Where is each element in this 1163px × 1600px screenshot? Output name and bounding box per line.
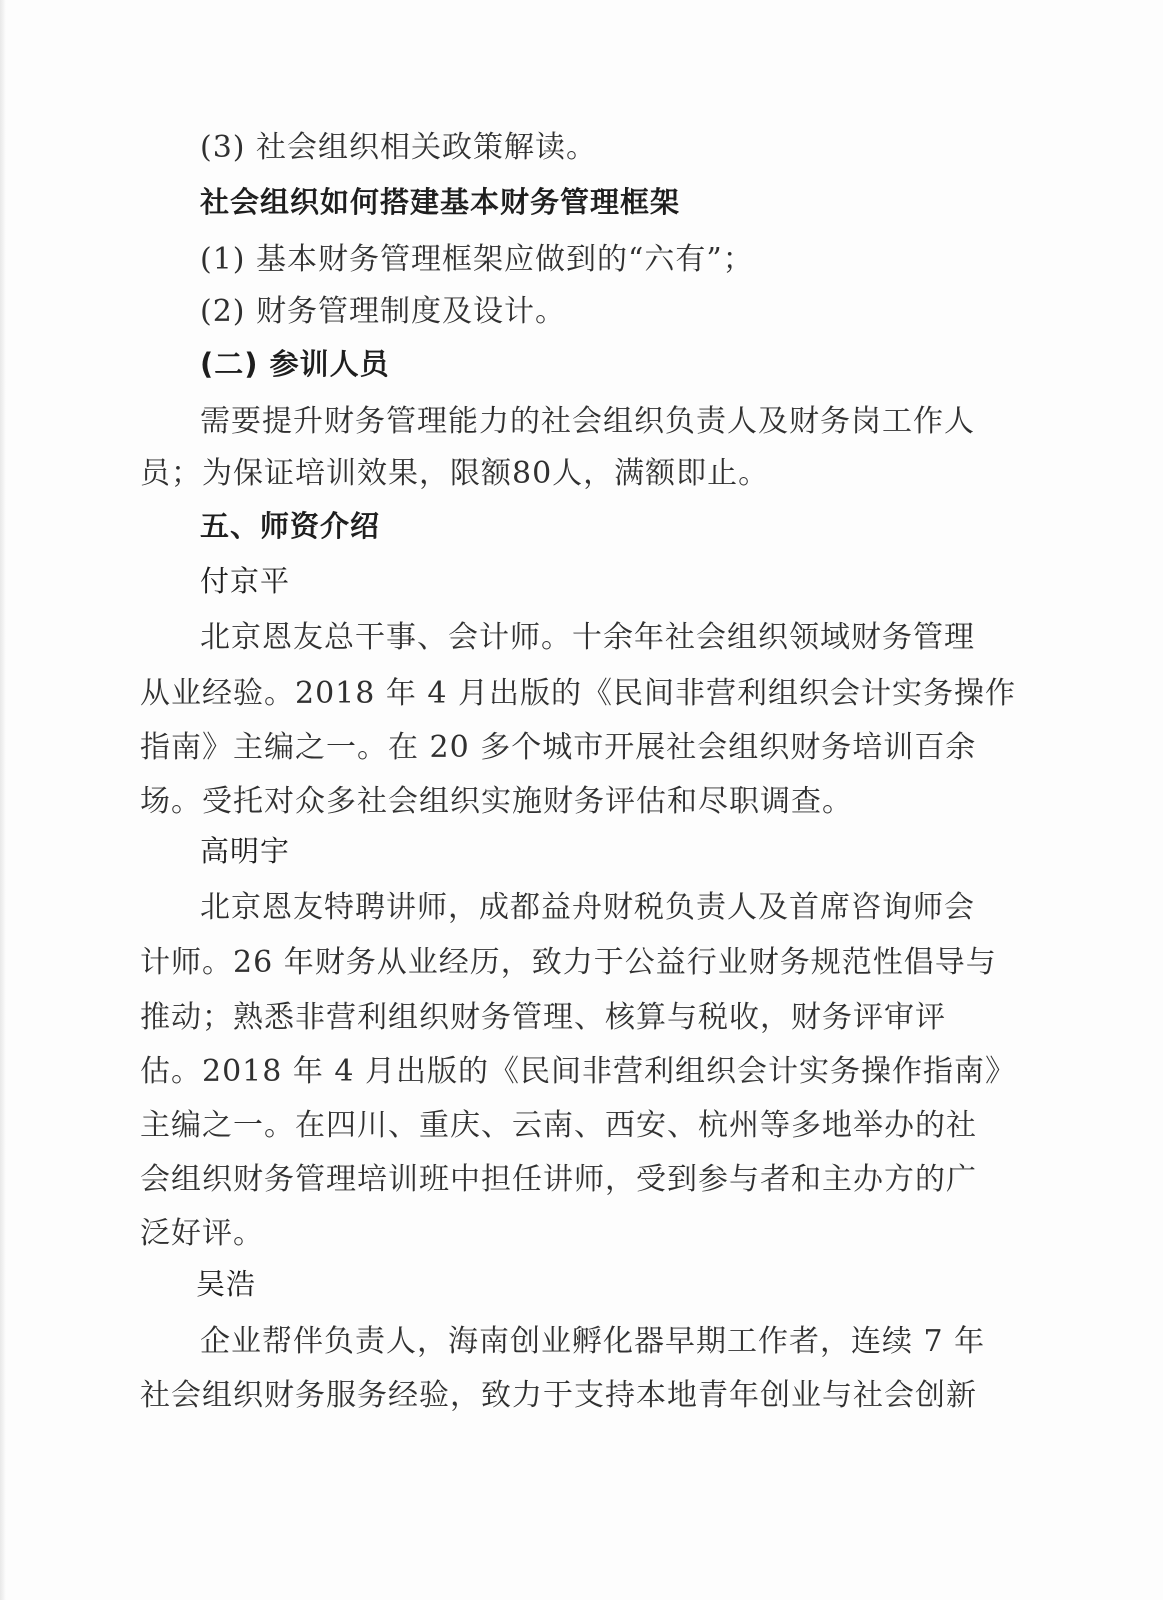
course-item-3: (3) 社会组织相关政策解读。: [200, 130, 598, 165]
teacher-name: 付京平: [200, 564, 291, 598]
framework-item-1: (1) 基本财务管理框架应做到的“六有”；: [200, 242, 754, 277]
teacher-bio-line: 主编之一。在四川、重庆、云南、西安、杭州等多地举办的社: [140, 1108, 977, 1143]
teacher-bio-line: 北京恩友特聘讲师，成都益舟财税负责人及首席咨询师会: [200, 890, 975, 925]
teacher-bio-line: 北京恩友总干事、会计师。十余年社会组织领域财务管理: [200, 620, 975, 655]
framework-item-2: (2) 财务管理制度及设计。: [200, 294, 567, 329]
teacher-bio-line: 指南》主编之一。在 20 多个城市开展社会组织财务培训百余: [140, 730, 977, 765]
teacher-bio-line: 估。2018 年 4 月出版的《民间非营利组织会计实务操作指南》: [140, 1054, 1017, 1089]
teacher-bio-line: 场。受托对众多社会组织实施财务评估和尽职调查。: [140, 784, 853, 819]
teacher-bio-line: 企业帮伴负责人，海南创业孵化器早期工作者，连续 7 年: [200, 1324, 986, 1359]
section-heading-faculty: 五、师资介绍: [200, 509, 381, 543]
teacher-bio-line: 从业经验。2018 年 4 月出版的《民间非营利组织会计实务操作: [140, 676, 1017, 711]
participants-paragraph-line: 需要提升财务管理能力的社会组织负责人及财务岗工作人: [200, 404, 975, 439]
teacher-bio-line: 社会组织财务服务经验，致力于支持本地青年创业与社会创新: [140, 1378, 977, 1413]
teacher-bio-line: 推动；熟悉非营利组织财务管理、核算与税收，财务评审评: [140, 1000, 946, 1035]
teacher-bio-line: 会组织财务管理培训班中担任讲师，受到参与者和主办方的广: [140, 1162, 977, 1197]
section-heading-participants: (二) 参训人员: [200, 347, 390, 381]
section-subheading-finance-framework: 社会组织如何搭建基本财务管理框架: [200, 185, 681, 219]
scan-edge: [0, 0, 6, 1600]
teacher-bio-line: 计师。26 年财务从业经历，致力于公益行业财务规范性倡导与: [140, 945, 997, 980]
teacher-name: 吴浩: [196, 1267, 257, 1301]
teacher-name: 高明宇: [200, 834, 291, 868]
teacher-bio-line: 泛好评。: [140, 1216, 264, 1251]
participants-paragraph-line: 员；为保证培训效果，限额80人，满额即止。: [140, 456, 770, 491]
